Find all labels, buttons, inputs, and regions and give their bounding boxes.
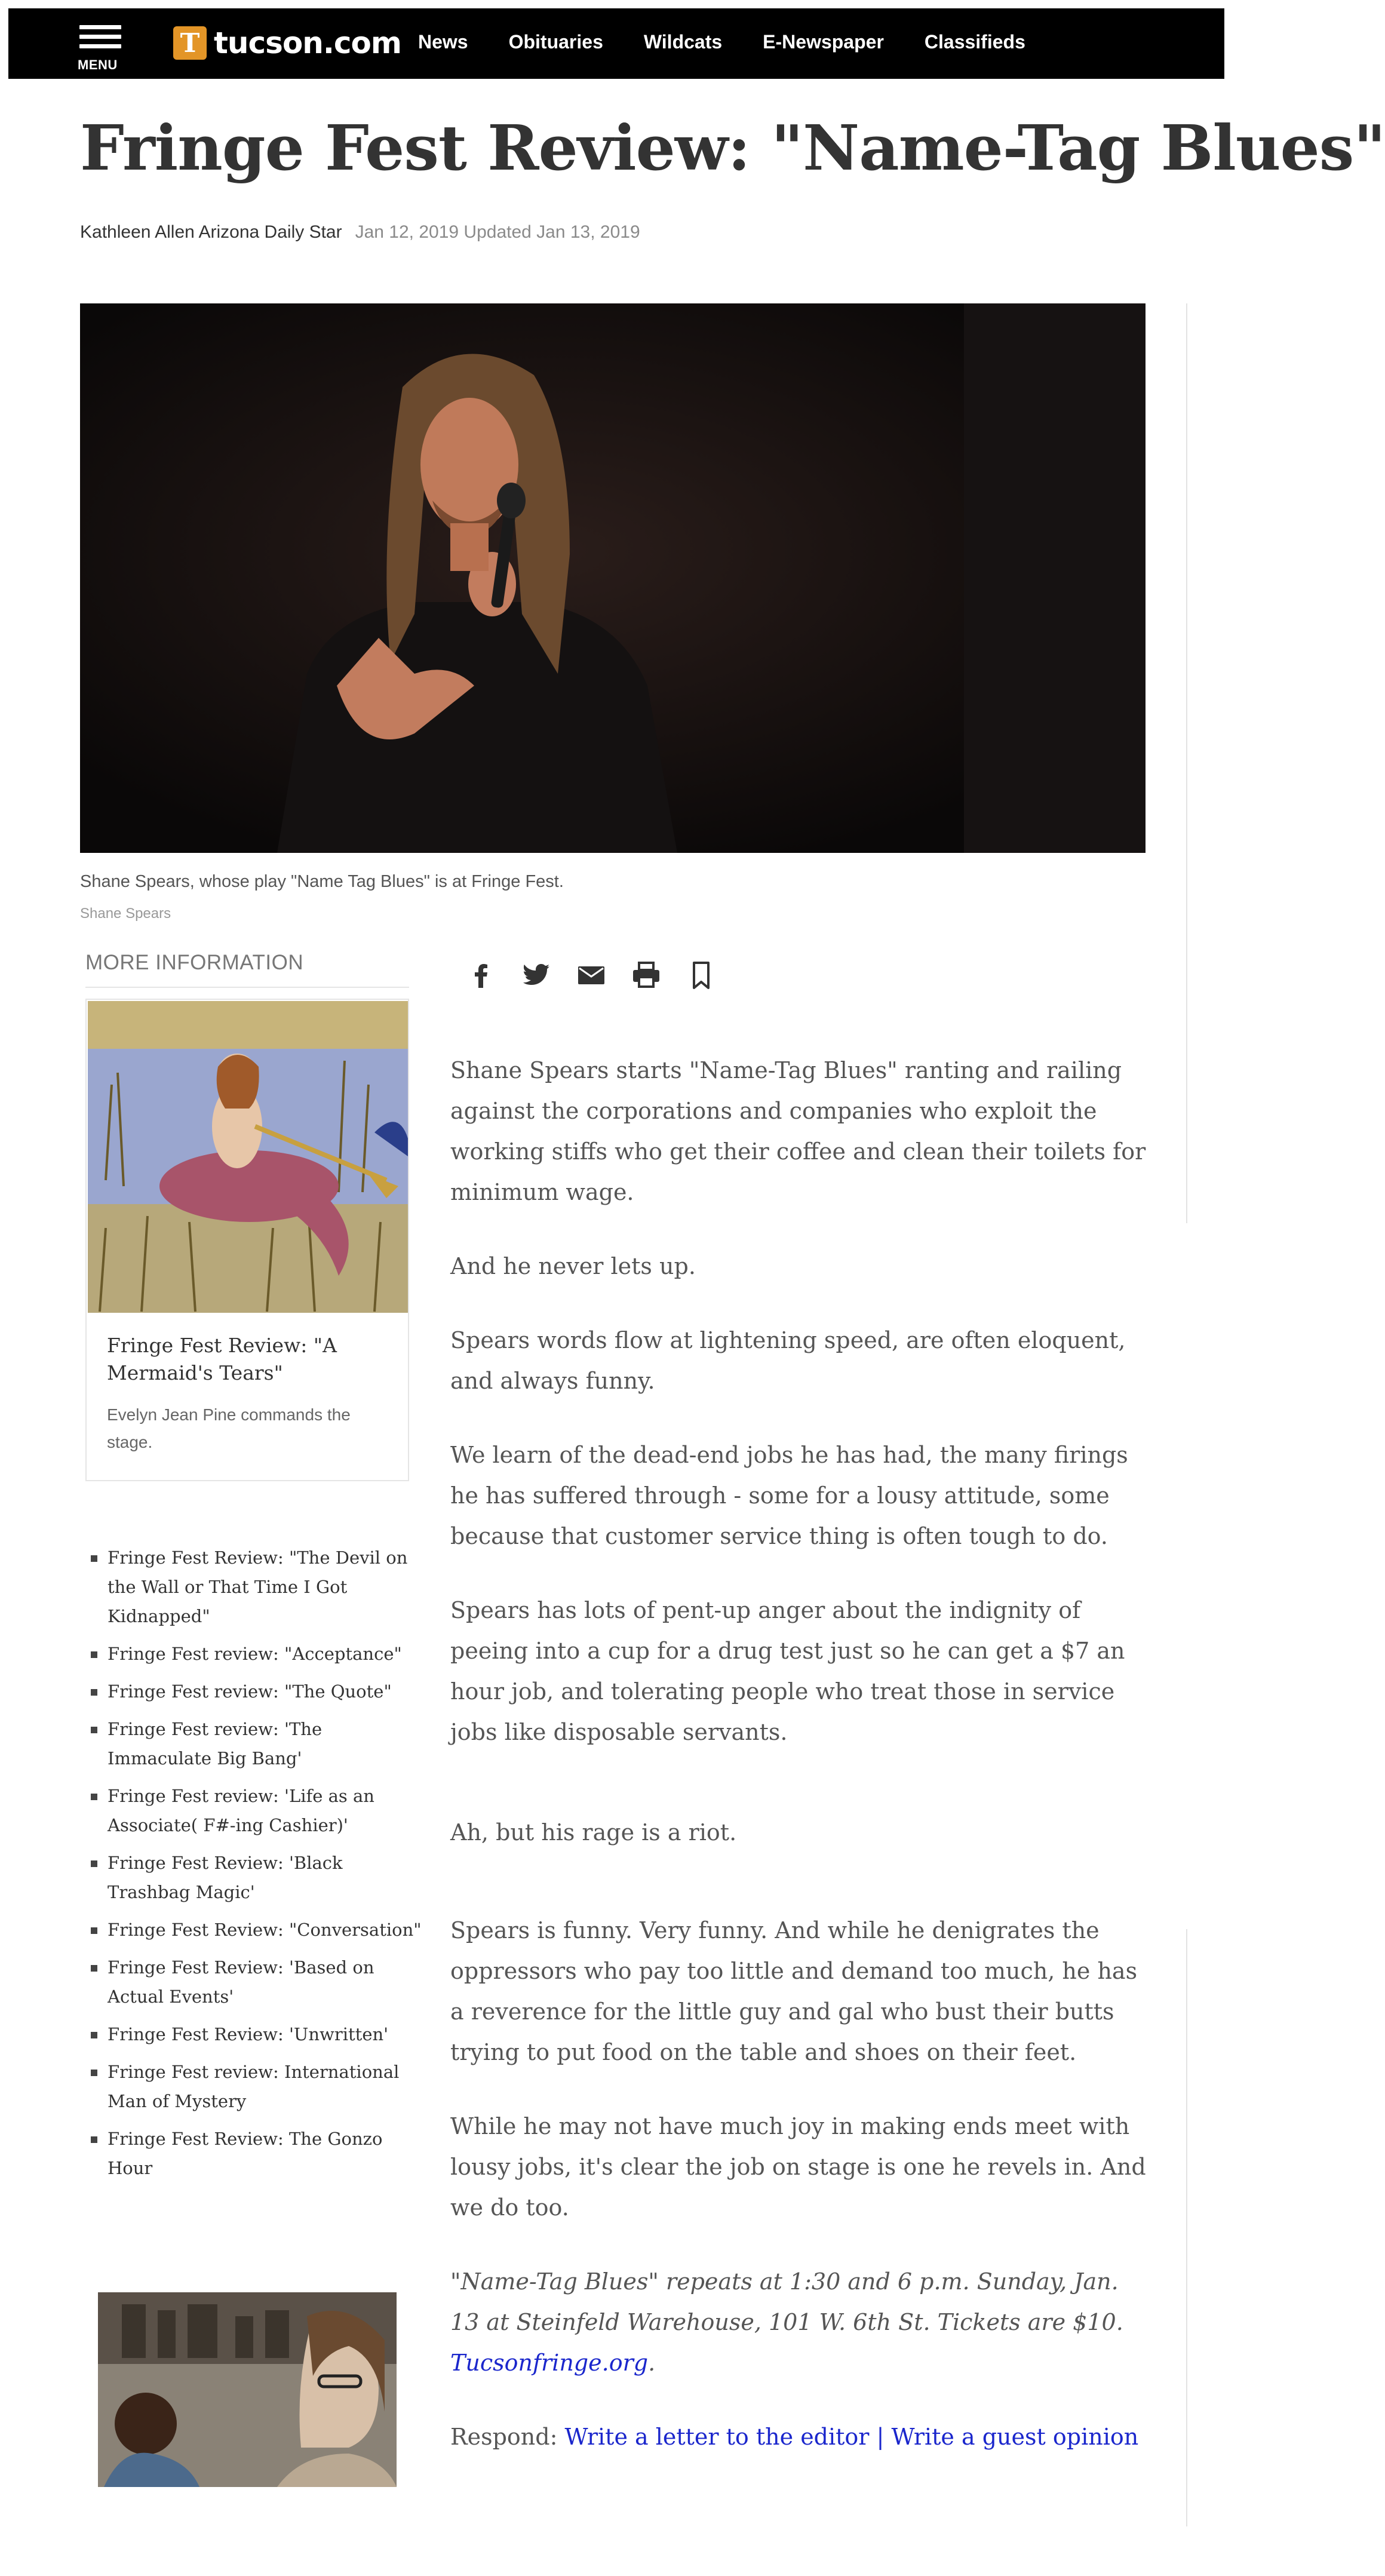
menu-button[interactable] xyxy=(78,22,128,75)
article-headline: Fringe Fest Review: "Name-Tag Blues" xyxy=(80,111,1385,185)
card-description: Evelyn Jean Pine commands the stage. xyxy=(107,1405,351,1451)
related-link[interactable]: Fringe Fest review: "The Quote" xyxy=(90,1677,424,1706)
related-link[interactable]: Fringe Fest review: International Man of Mystery xyxy=(90,2058,424,2116)
related-link[interactable]: Fringe Fest Review: 'Unwritten' xyxy=(90,2020,424,2049)
article-paragraph: Spears has lots of pent-up anger about the indignity of peeing into a cup for a drug test just so he can get a $7 an hour job, and tolerating people who treat those in service jobs like disposable servants. xyxy=(450,1597,1125,1745)
related-links-list xyxy=(90,1543,424,2191)
related-link[interactable]: Fringe Fest Review: "The Devil on the Wall or That Time I Got Kidnapped" xyxy=(90,1543,424,1631)
related-link[interactable]: Fringe Fest Review: "Conversation" xyxy=(90,1915,424,1945)
heading-divider xyxy=(85,987,409,988)
column-divider xyxy=(1186,303,1187,1223)
publish-date: Jan 12, 2019 Updated Jan 13, 2019 xyxy=(355,222,640,242)
column-divider xyxy=(1186,1929,1187,2526)
article-paragraph: And he never lets up. xyxy=(450,1253,696,1279)
article-paragraph: While he may not have much joy in making ends meet with lousy jobs, it's clear the job on stage is one he revels in. And we do too. xyxy=(450,2113,1146,2221)
tucson-fringe-link[interactable]: Tucsonfringe.org xyxy=(450,2350,649,2376)
article-paragraph: Ah, but his rage is a riot. xyxy=(450,1819,737,1846)
respond-label: Respond: xyxy=(450,2424,558,2450)
mermaid-thumbnail[interactable] xyxy=(88,1001,408,1313)
respond-line xyxy=(450,2417,1153,2457)
nav-link-wildcats[interactable]: Wildcats xyxy=(643,31,723,53)
show-info-text: "Name-Tag Blues" repeats at 1:30 and 6 p.m. Sunday, Jan. 13 at Steinfeld Warehouse, 101 W. 6th St. Tickets are $10. xyxy=(450,2268,1123,2335)
author-name[interactable]: Kathleen Allen Arizona Daily Star xyxy=(80,222,342,242)
related-article-card[interactable] xyxy=(85,999,409,1481)
nav-link-obituaries[interactable]: Obituaries xyxy=(508,31,603,53)
article-paragraph: Spears is funny. Very funny. And while he denigrates the oppressors who pay too little and demand too much, he has a reverence for the little guy and gal who bust their butts trying to put food on the table and shoes on their feet. xyxy=(450,1917,1138,2065)
print-icon[interactable] xyxy=(629,958,684,996)
article-paragraph: Spears words flow at lightening speed, are often eloquent, and always funny. xyxy=(450,1327,1126,1394)
hamburger-icon xyxy=(79,25,121,29)
guest-opinion-link[interactable]: Write a guest opinion xyxy=(891,2424,1139,2450)
respond-separator: | xyxy=(876,2424,885,2450)
email-icon[interactable] xyxy=(575,958,629,996)
photo-caption: Shane Spears, whose play "Name Tag Blues" is at Fringe Fest. xyxy=(80,872,564,891)
hero-photo xyxy=(80,303,1146,853)
logo-mark: T xyxy=(173,26,207,60)
nav-link-classifieds[interactable]: Classifieds xyxy=(924,31,1025,53)
twitter-icon[interactable] xyxy=(520,958,575,996)
article-paragraph: Shane Spears starts "Name-Tag Blues" ranting and railing against the corporations and companies who exploit the working stiffs who get their coffee and clean their toilets for minimum wage. xyxy=(450,1057,1146,1205)
article-body xyxy=(450,1050,1153,2491)
bookmark-icon[interactable] xyxy=(684,958,739,996)
logo-text: tucson.com xyxy=(214,26,401,60)
promo-illustration xyxy=(98,2292,397,2487)
article-paragraph: We learn of the dead-end jobs he has had, the many firings he has suffered through - some for a lousy attitude, some because that customer service thing is often tough to do. xyxy=(450,1442,1128,1549)
nav-links xyxy=(418,31,1066,53)
letter-to-editor-link[interactable]: Write a letter to the editor xyxy=(564,2424,870,2450)
card-title[interactable]: Fringe Fest Review: "A Mermaid's Tears" xyxy=(107,1334,337,1384)
related-link[interactable]: Fringe Fest review: 'The Immaculate Big Bang' xyxy=(90,1715,424,1773)
menu-label: MENU xyxy=(78,57,118,72)
byline xyxy=(80,222,640,242)
share-toolbar xyxy=(465,958,739,996)
more-information-heading: MORE INFORMATION xyxy=(85,951,304,974)
related-link[interactable]: Fringe Fest Review: The Gonzo Hour xyxy=(90,2124,424,2183)
mermaid-illustration xyxy=(88,1001,408,1313)
related-link[interactable]: Fringe Fest review: 'Life as an Associate( F#-ing Cashier)' xyxy=(90,1782,424,1840)
performer-illustration xyxy=(80,303,1146,853)
hamburger-icon-bar xyxy=(79,35,121,39)
related-link[interactable]: Fringe Fest Review: 'Black Trashbag Magic' xyxy=(90,1849,424,1907)
nav-link-e-newspaper[interactable]: E-Newspaper xyxy=(763,31,884,53)
promo-photo[interactable] xyxy=(98,2292,397,2487)
related-link[interactable]: Fringe Fest review: "Acceptance" xyxy=(90,1639,424,1669)
nav-link-news[interactable]: News xyxy=(418,31,468,53)
info-period: . xyxy=(648,2350,656,2376)
related-link[interactable]: Fringe Fest Review: 'Based on Actual Events' xyxy=(90,1953,424,2012)
show-info xyxy=(450,2261,1153,2383)
top-nav xyxy=(8,8,1224,79)
photo-credit: Shane Spears xyxy=(80,905,171,922)
facebook-icon[interactable] xyxy=(465,958,520,996)
hamburger-icon-bar xyxy=(79,44,121,48)
site-logo[interactable] xyxy=(173,22,401,65)
